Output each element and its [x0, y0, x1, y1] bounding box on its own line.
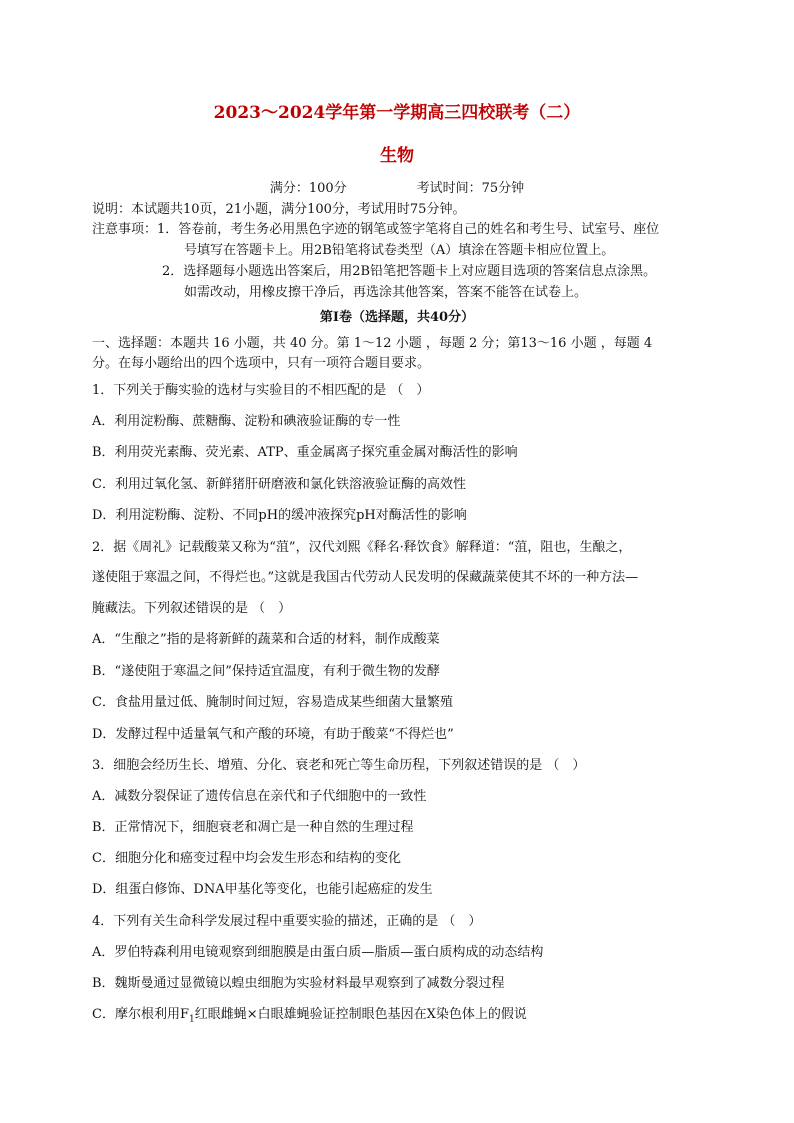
question-1-option-a: A．利用淀粉酶、蔗糖酶、淀粉和碘液验证酶的专一性 [92, 414, 401, 429]
question-3-option-b: B．正常情况下，细胞衰老和凋亡是一种自然的生理过程 [92, 820, 414, 835]
question-4-option-c-subscript: 1 [188, 1014, 195, 1025]
exam-title: 2023～2024学年第一学期高三四校联考（二） [213, 103, 581, 123]
subject-title: 生物 [380, 146, 414, 166]
exam-intro: 说明：本试题共10页，21小题，满分100分，考试用时75分钟。 [92, 202, 466, 217]
question-2-stem-2: 遂使阻于寒温之间，不得烂也。”这就是我国古代劳动人民发明的保藏蔬菜使其不坏的一种方法— [92, 570, 639, 585]
notice-1a: 注意事项：1．答卷前，考生务必用黑色字迹的钢笔或签字笔将自己的姓名和考生号、试室号、座位 [92, 222, 660, 237]
question-1-option-c: C．利用过氧化氢、新鲜猪肝研磨液和氯化铁溶液验证酶的高效性 [92, 477, 466, 492]
question-1-option-b: B．利用荧光素酶、荧光素、ATP、重金属离子探究重金属对酶活性的影响 [92, 445, 518, 460]
question-4-option-c-prefix: C．摩尔根利用F [92, 1007, 189, 1022]
question-4-stem: 4．下列有关生命科学发展过程中重要实验的描述，正确的是 （ ） [92, 914, 482, 929]
question-2-option-d: D．发酵过程中适量氧气和产酸的环境，有助于酸菜“不得烂也” [92, 727, 454, 742]
question-2-option-b: B．“遂使阻于寒温之间”保持适宜温度，有利于微生物的发酵 [92, 664, 440, 679]
notice-2a: 2．选择题每小题选出答案后，用2B铅笔把答题卡上对应题目选项的答案信息点涂黑。 [162, 264, 657, 279]
exam-time: 考试时间：75分钟 [416, 181, 525, 196]
question-4-option-c-rest: 红眼雌蝇×白眼雄蝇验证控制眼色基因在X染色体上的假说 [194, 1007, 527, 1022]
question-2-stem-1: 2．据《周礼》记载酸菜又称为“菹”，汉代刘熙《释名·释饮食》解释道：“菹，阻也，生酿之， [92, 540, 632, 555]
notice-1b: 号填写在答题卡上。用2B铅笔将试卷类型（A）填涂在答题卡相应位置上。 [184, 243, 615, 258]
exam-meta [0, 180, 794, 198]
question-2-option-a: A．“生酿之”指的是将新鲜的蔬菜和合适的材料，制作成酸菜 [92, 632, 440, 647]
question-3-stem: 3．细胞会经历生长、增殖、分化、衰老和死亡等生命历程，下列叙述错误的是 （ ） [92, 758, 586, 773]
question-2-option-c: C．食盐用量过低、腌制时间过短，容易造成某些细菌大量繁殖 [92, 695, 453, 710]
part1-desc-a: 一、选择题：本题共 16 小题，共 40 分。第 1～12 小题 ，每题 2 分；第13～16 小题 ，每题 4 [92, 336, 653, 351]
question-3-option-c: C．细胞分化和癌变过程中均会发生形态和结构的变化 [92, 851, 401, 866]
question-3-option-d: D．组蛋白修饰、DNA甲基化等变化，也能引起癌症的发生 [92, 882, 433, 897]
notice-2b: 如需改动，用橡皮擦干净后，再选涂其他答案，答案不能答在试卷上。 [184, 285, 588, 300]
question-2-stem-3: 腌藏法。下列叙述错误的是 （ ） [92, 601, 292, 616]
question-4-option-b: B．魏斯曼通过显微镜以蝗虫细胞为实验材料最早观察到了减数分裂过程 [92, 976, 505, 991]
question-1-stem: 1．下列关于酶实验的选材与实验目的不相匹配的是 （ ） [92, 383, 430, 398]
part1-heading: 第Ⅰ卷（选择题，共40分） [319, 310, 475, 325]
question-4-option-a: A．罗伯特森利用电镜观察到细胞膜是由蛋白质—脂质—蛋白质构成的动态结构 [92, 945, 544, 960]
question-4-option-c [92, 1006, 527, 1029]
full-score: 满分：100分 [269, 181, 347, 196]
part1-desc-b: 分。在每小题给出的四个选项中，只有一项符合题目要求。 [92, 356, 431, 371]
question-1-option-d: D．利用淀粉酶、淀粉、不同pH的缓冲液探究pH对酶活性的影响 [92, 508, 467, 523]
question-3-option-a: A．减数分裂保证了遗传信息在亲代和子代细胞中的一致性 [92, 789, 427, 804]
